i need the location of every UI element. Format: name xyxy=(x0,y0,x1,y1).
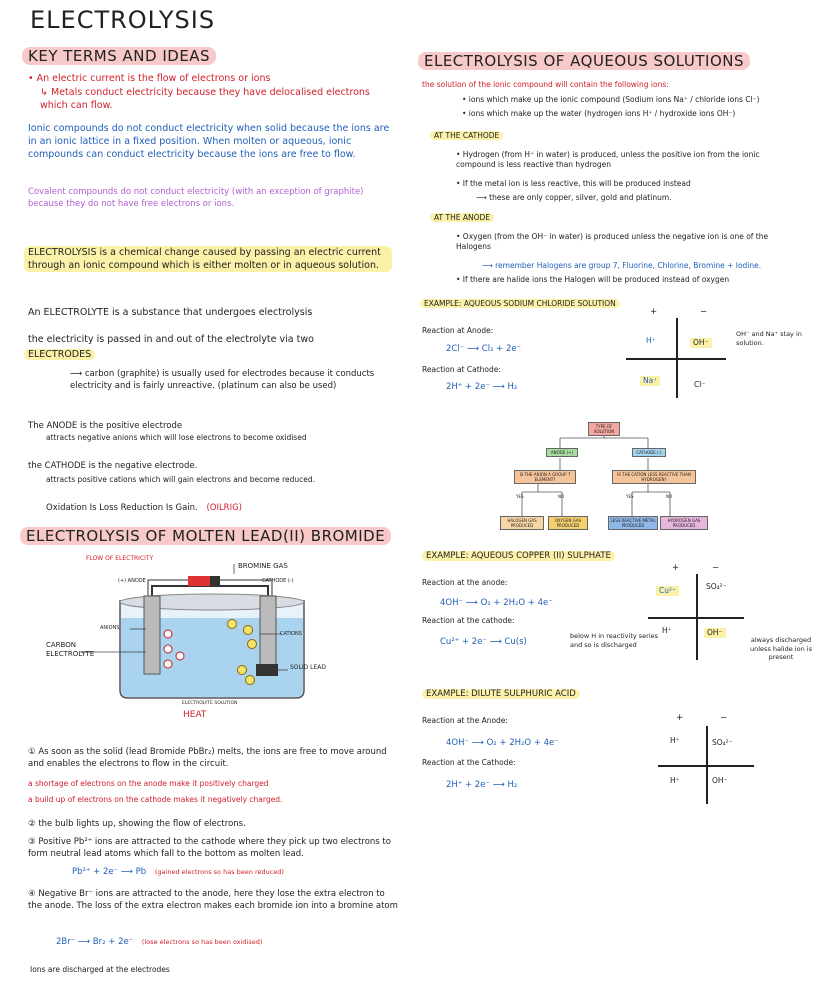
solution-label: ELECTROLYTE SOLUTION xyxy=(182,701,238,706)
flow-result-oxygen: OXYGEN GAS PRODUCED xyxy=(548,516,588,530)
flow-top: TYPE OF SOLUTION xyxy=(588,422,620,436)
flow-result-metal: LESS REACTIVE METAL PRODUCED xyxy=(608,516,658,530)
covalent-note: Covalent compounds do not conduct electricity (with an exception of graphite) because they do not have free electrons or ions. xyxy=(28,187,364,209)
electrolysis-definition: ELECTROLYSIS is a chemical change caused by passing an electric current through an ionic compound which is either molten or in aqueous solution. xyxy=(24,246,392,272)
carbon-note: ⟶ carbon (graphite) is usually used for electrodes because it conducts electricity and is fairly unreactive. (platinum can also be used) xyxy=(70,369,375,391)
anode-definition: The ANODE is the positive electrode xyxy=(28,421,183,431)
step-1: ① As soon as the solid (lead Bromide PbBr₂) melts, the ions are free to move around and enables the electrons to flow in the circuit. xyxy=(28,747,387,769)
cuso4-anode-eq: 4OH⁻ ⟶ O₂ + 2H₂O + 4e⁻ xyxy=(440,598,553,608)
nacl-ion-grid xyxy=(626,318,726,398)
flow-yes-1: YES xyxy=(516,494,524,499)
flow-cathode-question: IS THE CATION LESS REACTIVE THAN HYDROGEN? xyxy=(612,470,696,484)
h2so4-tr: SO₄²⁻ xyxy=(712,738,733,747)
nacl-anode-eq: 2Cl⁻ ⟶ Cl₂ + 2e⁻ xyxy=(446,344,522,354)
h2so4-anode-eq: 4OH⁻ ⟶ O₂ + 2H₂O + 4e⁻ xyxy=(446,738,559,748)
cuso4-cathode-label: Reaction at the cathode: xyxy=(422,616,515,625)
nacl-minus: − xyxy=(700,307,708,317)
h2so4-cathode-eq: 2H⁺ + 2e⁻ ⟶ H₂ xyxy=(446,780,518,790)
bromine-label: BROMINE GAS xyxy=(238,562,288,570)
electrodes-intro: the electricity is passed in and out of the electrolyte via two xyxy=(28,334,314,345)
h2so4-heading: EXAMPLE: DILUTE SULPHURIC ACID xyxy=(422,688,580,700)
h2so4-br: OH⁻ xyxy=(712,776,728,785)
step-2: ② the bulb lights up, showing the flow of electrons. xyxy=(28,819,246,829)
h2so4-bl: H⁺ xyxy=(670,776,680,785)
eq-lead: Pb²⁺ + 2e⁻ ⟶ Pb (gained electrons so has been reduced) xyxy=(72,867,284,877)
anode-label: (+) ANODE xyxy=(118,578,146,584)
flow-anode: ANODE (+) xyxy=(546,448,578,457)
electrolysis-apparatus-diagram xyxy=(20,552,390,722)
buildup-note: a build up of electrons on the cathode makes it negatively charged. xyxy=(28,795,283,804)
step-3: ③ Positive Pb²⁺ ions are attracted to the cathode where they pick up two electrons to form neutral lead atoms which fall to the bottom as molten lead. xyxy=(28,837,391,859)
cuso4-anode-label: Reaction at the anode: xyxy=(422,578,508,587)
nacl-br: Cl⁻ xyxy=(694,380,706,389)
decision-flowchart xyxy=(500,420,730,532)
at-cathode-heading: AT THE CATHODE xyxy=(430,131,503,141)
flow-yes-2: YES xyxy=(626,494,634,499)
key-terms-heading: KEY TERMS AND IDEAS xyxy=(22,47,216,65)
flow-result-halogen: HALOGEN GAS PRODUCED xyxy=(500,516,544,530)
h2so4-anode-label: Reaction at the Anode: xyxy=(422,716,508,725)
nacl-tr: OH⁻ xyxy=(690,338,712,348)
flow-result-hydrogen: HYDROGEN GAS PRODUCED xyxy=(660,516,708,530)
carbon-label: CARBON ELECTROLYTE xyxy=(46,641,95,658)
h2so4-cathode-label: Reaction at the Cathode: xyxy=(422,758,516,767)
cations-label: CATIONS xyxy=(280,631,302,637)
flow-no-2: NO xyxy=(666,494,673,499)
cuso4-tl: Cu²⁺ xyxy=(656,586,679,596)
cathode-rule-1: • Hydrogen (from H⁺ in water) is produced, unless the positive ion from the ionic compound is less reactive than hydrogen xyxy=(456,150,760,169)
current-definition: • An electric current is the flow of electrons or ions xyxy=(28,73,271,84)
metals-note: ↳ Metals conduct electricity because they have delocalised electrons which can flow. xyxy=(40,87,370,111)
cuso4-heading: EXAMPLE: AQUEOUS COPPER (II) SULPHATE xyxy=(422,550,615,562)
h2so4-plus: + xyxy=(676,713,684,723)
ionic-note: Ionic compounds do not conduct electricity when solid because the ions are in an ionic lattice in a fixed position. When molten or aqueous, ionic compounds can conduct electricity because the ions are free to flow. xyxy=(28,123,390,160)
electrolyte-definition: An ELECTROLYTE is a substance that undergoes electrolysis xyxy=(28,307,313,318)
ion-line-2: • ions which make up the water (hydrogen ions H⁺ / hydroxide ions OH⁻) xyxy=(462,109,736,118)
aqueous-heading: ELECTROLYSIS OF AQUEOUS SOLUTIONS xyxy=(418,52,750,70)
cuso4-plus: + xyxy=(672,563,680,573)
aqueous-intro: the solution of the ionic compound will contain the following ions: xyxy=(422,80,669,89)
anode-rule-1: • Oxygen (from the OH⁻ in water) is produced unless the negative ion is one of the Halogens xyxy=(456,232,769,251)
shortage-note: a shortage of electrons on the anode make it positively charged xyxy=(28,779,269,788)
cuso4-cathode-eq: Cu²⁺ + 2e⁻ ⟶ Cu(s) xyxy=(440,637,527,647)
solid-lead-label: SOLID LEAD xyxy=(290,664,327,671)
electrodes-word: ELECTRODES xyxy=(24,348,95,361)
nacl-anode-label: Reaction at Anode: xyxy=(422,326,494,335)
cuso4-note-left: below H in reactivity series and so is discharged xyxy=(570,632,659,649)
heat-label: HEAT xyxy=(183,710,207,720)
anions-label: ANIONS xyxy=(100,625,120,631)
nacl-plus: + xyxy=(650,307,658,317)
nacl-tl: H⁺ xyxy=(646,336,656,345)
cathode-rule-2: • If the metal ion is less reactive, this will be produced instead xyxy=(456,179,691,188)
cuso4-note-right: always discharged unless halide ion is present xyxy=(750,636,812,661)
h2so4-minus: − xyxy=(720,713,728,723)
nacl-note: OH⁻ and Na⁺ stay in solution. xyxy=(736,330,802,347)
nacl-cathode-label: Reaction at Cathode: xyxy=(422,365,501,374)
ion-line-1: • ions which make up the ionic compound (Sodium ions Na⁺ / chloride ions Cl⁻) xyxy=(462,95,760,104)
cuso4-tr: SO₄²⁻ xyxy=(706,582,727,591)
cuso4-minus: − xyxy=(712,563,720,573)
cuso4-bl: H⁺ xyxy=(662,626,672,635)
cuso4-br: OH⁻ xyxy=(704,628,726,638)
molten-heading: ELECTROLYSIS OF MOLTEN LEAD(II) BROMIDE xyxy=(20,527,391,545)
anode-rule-3: • If there are halide ions the Halogen will be produced instead of oxygen xyxy=(456,275,730,284)
nacl-cathode-eq: 2H⁺ + 2e⁻ ⟶ H₂ xyxy=(446,382,518,392)
flow-no-1: NO xyxy=(558,494,565,499)
anode-sub: attracts negative anions which will lose electrons to become oxidised xyxy=(46,433,307,442)
oilrig-line: Oxidation Is Loss Reduction Is Gain. (OILRIG) xyxy=(46,503,243,513)
at-anode-heading: AT THE ANODE xyxy=(430,213,494,223)
cathode-definition: the CATHODE is the negative electrode. xyxy=(28,461,198,471)
cathode-sub: attracts positive cations which will gain electrons and become reduced. xyxy=(46,475,316,484)
footer-note: Ions are discharged at the electrodes xyxy=(30,965,170,974)
nacl-bl: Na⁺ xyxy=(640,376,660,386)
cathode-label: CATHODE (-) xyxy=(262,578,294,584)
h2so4-tl: H⁺ xyxy=(670,736,680,745)
nacl-heading: EXAMPLE: AQUEOUS SODIUM CHLORIDE SOLUTION xyxy=(420,299,620,309)
flow-cathode: CATHODE (-) xyxy=(632,448,666,457)
cathode-rule-3: ⟶ these are only copper, silver, gold and platinum. xyxy=(476,193,672,202)
step-4: ④ Negative Br⁻ ions are attracted to the anode, here they lose the extra electron to the anode. The loss of the extra electron makes each bromide ion into a bromine atom xyxy=(28,889,398,911)
flow-label: FLOW OF ELECTRICITY xyxy=(86,555,154,562)
eq-bromine: 2Br⁻ ⟶ Br₂ + 2e⁻ (lose electrons so has been oxidised) xyxy=(56,937,263,947)
page-title: ELECTROLYSIS xyxy=(30,6,216,34)
flow-anode-question: IS THE ANION A GROUP 7 ELEMENT? xyxy=(514,470,576,484)
anode-rule-2: ⟶ remember Halogens are group 7, Fluorine, Chlorine, Bromine + Iodine. xyxy=(482,261,762,270)
